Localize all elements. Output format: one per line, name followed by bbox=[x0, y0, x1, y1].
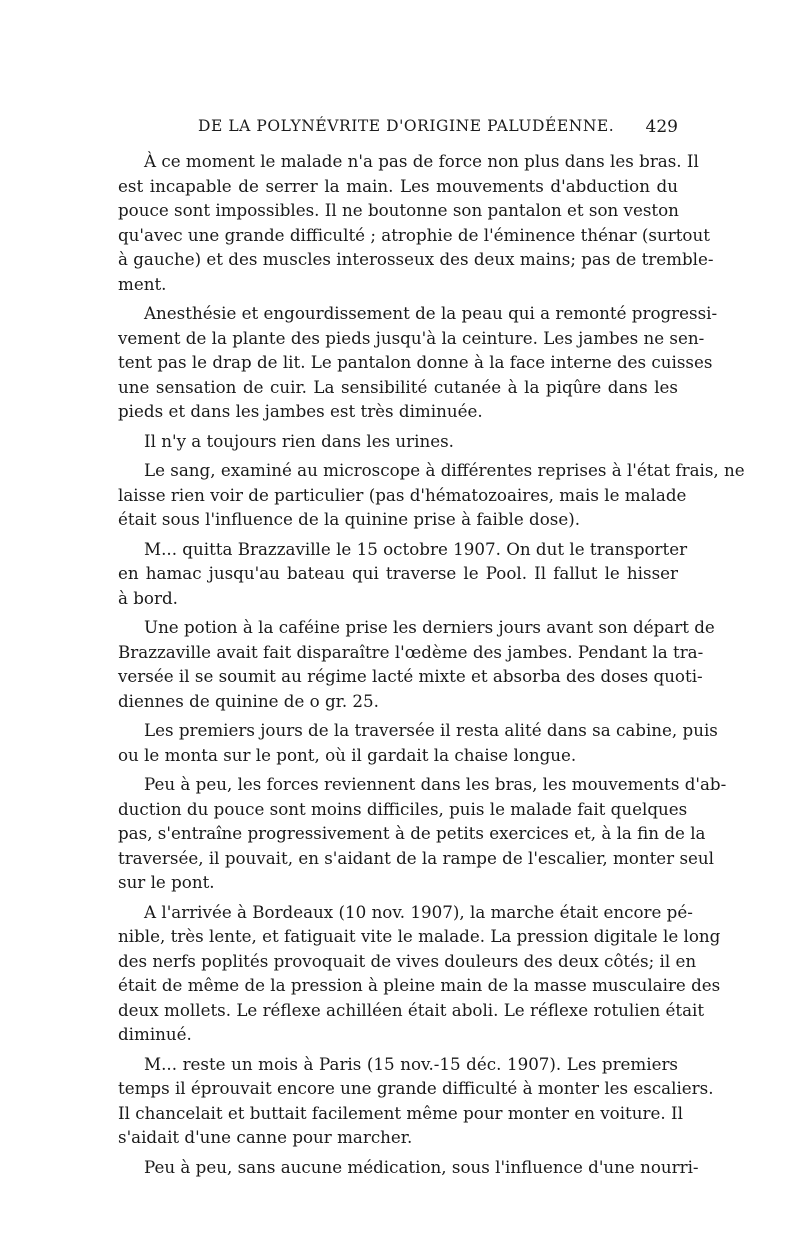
text-line: ou le monta sur le pont, où il gardait la chaise longue. bbox=[118, 744, 577, 765]
paragraph bbox=[118, 900, 721, 1047]
paragraph bbox=[118, 537, 688, 611]
text-line: nible, très lente, et fatiguait vite le malade. La pression digitale le long bbox=[118, 926, 721, 946]
body-text bbox=[118, 149, 745, 1179]
text-line: était sous l'influence de la quinine prise à faible dose). bbox=[118, 509, 581, 529]
text-line: sur le pont. bbox=[118, 872, 215, 892]
text-line: Il n'y a toujours rien dans les urines. bbox=[144, 430, 454, 451]
paragraph bbox=[118, 458, 745, 532]
text-line: tent pas le drap de lit. Le pantalon donne à la face interne des cuisses bbox=[118, 352, 713, 372]
text-line: M... reste un mois à Paris (15 nov.-15 déc. 1907). Les premiers bbox=[144, 1053, 678, 1074]
paragraph bbox=[118, 429, 678, 454]
paragraph bbox=[118, 615, 715, 713]
text-line: pas, s'entraîne progressivement à de petits exercices et, à la fin de la bbox=[118, 823, 706, 843]
text-line: Peu à peu, les forces reviennent dans les bras, les mouvements d'ab- bbox=[144, 774, 727, 794]
running-head bbox=[118, 117, 678, 141]
text-line: temps il éprouvait encore une grande difficulté à monter les escaliers. bbox=[118, 1078, 714, 1098]
paragraph bbox=[118, 718, 718, 767]
text-line: vement de la plante des pieds jusqu'à la ceinture. Les jambes ne sen- bbox=[118, 327, 705, 348]
text-line: s'aidait d'une canne pour marcher. bbox=[118, 1127, 413, 1147]
text-line: diennes de quinine de o gr. 25. bbox=[118, 690, 379, 711]
text-line: À ce moment le malade n'a pas de force non plus dans les bras. Il bbox=[144, 151, 699, 171]
text-line: traversée, il pouvait, en s'aidant de la rampe de l'escalier, monter seul bbox=[118, 847, 714, 868]
text-line: des nerfs poplités provoquait de vives douleurs des deux côtés; il en bbox=[118, 950, 697, 971]
text-line: à gauche) et des muscles interosseux des deux mains; pas de tremble- bbox=[118, 249, 714, 269]
text-line: Brazzaville avait fait disparaître l'œdème des jambes. Pendant la tra- bbox=[118, 641, 704, 662]
text-line: pouce sont impossibles. Il ne boutonne son pantalon et son veston bbox=[118, 200, 679, 220]
text-line: diminué. bbox=[118, 1024, 192, 1044]
text-line: Peu à peu, sans aucune médication, sous l'influence d'une nourri- bbox=[144, 1156, 699, 1177]
page-number: 429 bbox=[645, 117, 678, 137]
text-line: était de même de la pression à pleine main de la masse musculaire des bbox=[118, 975, 721, 995]
text-line: A l'arrivée à Bordeaux (10 nov. 1907), la marche était encore pé- bbox=[144, 901, 693, 922]
text-line: en hamac jusqu'au bateau qui traverse le Pool. Il fallut le hisser bbox=[118, 563, 678, 583]
paragraph bbox=[118, 1155, 699, 1180]
text-line: laisse rien voir de particulier (pas d'hématozoaires, mais le malade bbox=[118, 484, 687, 505]
text-line: est incapable de serrer la main. Les mouvements d'abduction du bbox=[118, 175, 678, 196]
text-line: deux mollets. Le réflexe achilléen était aboli. Le réflexe rotulien était bbox=[118, 999, 705, 1020]
paragraph bbox=[118, 772, 727, 895]
text-line: pieds et dans les jambes est très diminuée. bbox=[118, 401, 483, 421]
paragraph bbox=[118, 301, 718, 424]
text-line: Une potion à la caféine prise les derniers jours avant son départ de bbox=[144, 617, 715, 637]
text-line: Anesthésie et engourdissement de la peau qui a remonté progressi- bbox=[144, 303, 718, 323]
text-line: Le sang, examiné au microscope à différentes reprises à l'état frais, ne bbox=[144, 460, 745, 480]
text-line: qu'avec une grande difficulté ; atrophie de l'éminence thénar (surtout bbox=[118, 224, 710, 245]
text-line: à bord. bbox=[118, 587, 178, 608]
text-line: Les premiers jours de la traversée il resta alité dans sa cabine, puis bbox=[144, 720, 718, 740]
text-line: versée il se soumit au régime lacté mixte et absorba des doses quoti- bbox=[118, 666, 703, 686]
text-line: Il chancelait et buttait facilement même pour monter en voiture. Il bbox=[118, 1102, 683, 1123]
text-line: une sensation de cuir. La sensibilité cutanée à la piqûre dans les bbox=[118, 376, 678, 397]
text-line: ment. bbox=[118, 273, 167, 294]
text-line: M... quitta Brazzaville le 15 octobre 1907. On dut le transporter bbox=[144, 538, 688, 559]
paragraph bbox=[118, 149, 714, 296]
running-title: DE LA POLYNÉVRITE D'ORIGINE PALUDÉENNE. bbox=[198, 117, 615, 135]
paragraph bbox=[118, 1052, 714, 1150]
text-line: duction du pouce sont moins difficiles, puis le malade fait quelques bbox=[118, 798, 688, 819]
